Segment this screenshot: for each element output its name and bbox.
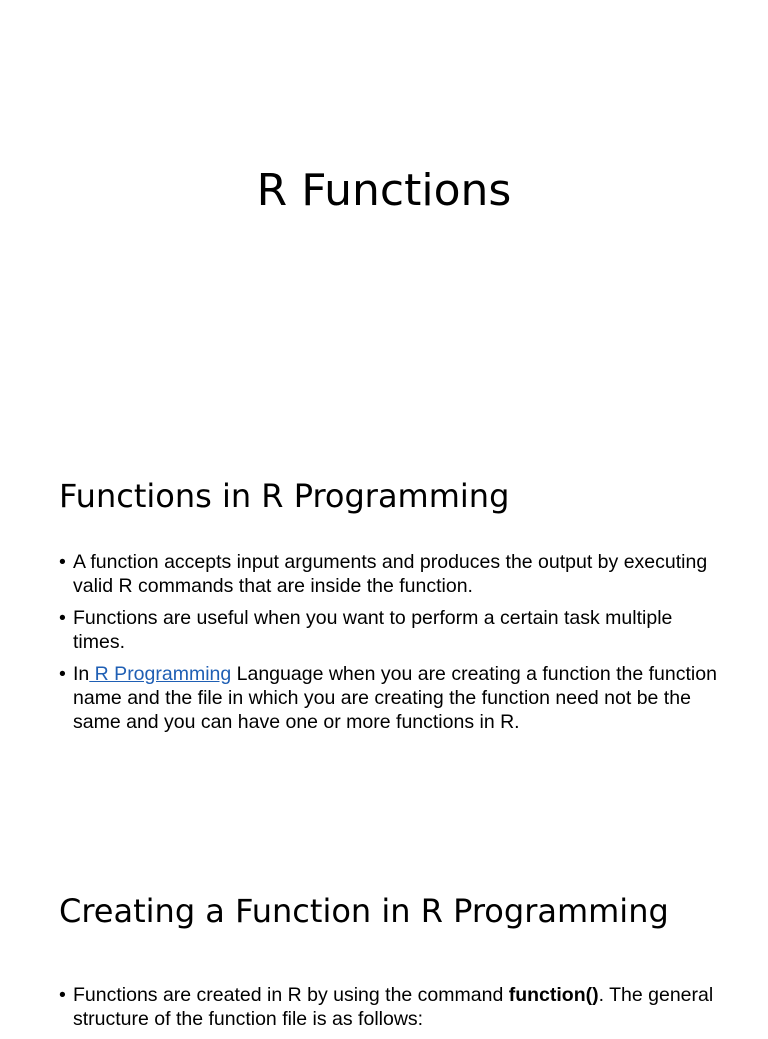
bullet-text: A function accepts input arguments and produces the output by executing valid R commands that are inside the function.: [73, 551, 708, 597]
bullet-text-suffix: Language when you are creating a function the function name and the file in which you are creating the function need not be the same and you can have one or more functions in R.: [73, 663, 717, 733]
bullet-text-prefix: In: [73, 663, 90, 685]
r-programming-link[interactable]: R Programming: [89, 663, 232, 685]
bullet-icon: •: [59, 984, 66, 1006]
bullet-text-prefix: Functions are created in R by using the command: [73, 984, 509, 1006]
functions-bullet-list: [59, 550, 719, 742]
section-heading-functions: Functions in R Programming: [59, 477, 510, 515]
creating-function-bullet-list: [59, 983, 719, 1039]
bullet-text: Functions are useful when you want to perform a certain task multiple times.: [73, 607, 673, 653]
page-title: R Functions: [256, 165, 512, 216]
list-item: [59, 550, 719, 598]
section-heading-creating-function: Creating a Function in R Programming: [59, 892, 669, 930]
bullet-icon: •: [59, 551, 66, 573]
bullet-icon: •: [59, 607, 66, 629]
function-keyword: function(): [508, 984, 599, 1006]
bullet-icon: •: [59, 663, 66, 685]
list-item: [59, 606, 719, 654]
list-item: [59, 662, 719, 734]
bullet-text-suffix: . The general structure of the function file is as follows:: [73, 984, 714, 1030]
